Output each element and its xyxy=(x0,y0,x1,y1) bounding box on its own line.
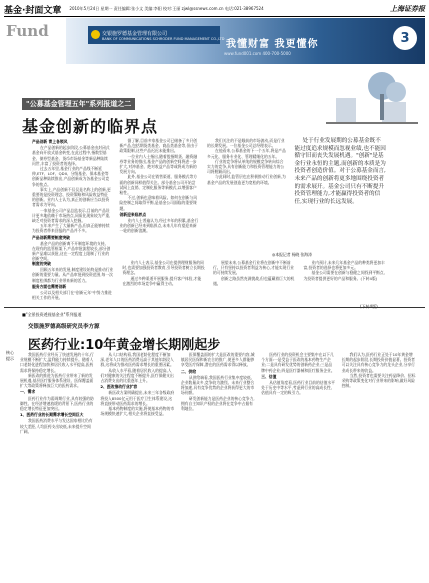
paragraph: 基金产品的创新离不开制度环境的支持。在现有的监管框架下,产品审批流程较长,部分创新产品难以获批,这在一定程度上限制了行业的创新空间。 xyxy=(32,240,111,262)
subheading: 产品创新 青上各领风 xyxy=(32,139,68,144)
section-divider xyxy=(4,307,425,308)
paragraph: 通过多种渠道开展服务,提升客户体验,才能在激烈的市场竞争中赢得主动。 xyxy=(122,275,202,286)
newspaper-masthead: 上海证券报 xyxy=(390,4,425,13)
text-column xyxy=(304,260,387,303)
paragraph: 在他看来,公募基金的下一个五年,将是产品多元化、服务专业化、管理精细化的五年。 xyxy=(207,148,286,159)
paragraph: 一家基金公司产品总监表示,目前的产品设计更多地依赖于市场热点,同质化现象较为严重,缺乏对投资者需求的深入挖掘。 xyxy=(32,207,111,224)
paragraph: 回顾五年来的发展,制度建设始终是推动行业创新的重要力量。从产品审批到投资范围,每一次制度松绑都为行业带来新的活力。 xyxy=(32,267,114,283)
text-column xyxy=(32,260,115,303)
company-logo-icon xyxy=(91,30,100,39)
subheading: 二、供给 xyxy=(180,368,196,374)
subheading: 一、需求 xyxy=(20,389,36,395)
paragraph: 业内人士表示,基金公司在提供理财服务的同时,也需要加强投资者教育,引导投资者树立长期投资理念。 xyxy=(122,260,205,276)
feature-headline: 基金创新的临界点 xyxy=(22,117,159,136)
text-column xyxy=(213,260,296,303)
paragraph: 事实上,产品创新不仅仅是名称上的创新,更重要的是投资理念、投资策略和风险收益特征的创新。业内人士认为,真正的创新应当以投资者需求为导向。 xyxy=(32,186,111,208)
article-kicker: 交银施罗德高级研究员李方源 xyxy=(28,324,100,330)
subheading: 1、医药行业的长期需求增长空间巨大 xyxy=(20,412,84,418)
paragraph: 一位业内人士指出,随着股指期货、融资融券等业务的推出,基金产品的创新空间将进一步扩大,对冲基金、绝对收益产品等或将成为新的发展方向。 xyxy=(119,153,198,175)
fund-label: Fund xyxy=(6,22,49,40)
column-note: ■"全景投资透视基金业"系列报道 xyxy=(22,312,82,317)
paragraph: 研发创新能力是医药企业的核心竞争力,拥有自主知识产权的企业将在竞争中占据有利地位。 xyxy=(180,395,255,412)
paragraph: 医药行业作为弱周期行业,具有较强的防御性。在经济增速放缓的背景下,医药行业的稳定增长特征更加突出。 xyxy=(20,395,94,412)
paragraph: 基金公司需要在创新与稳健之间找到平衡点,为投资者提供更好的产品和服务。(下转4版) xyxy=(303,270,385,281)
paragraph: 创新之路虽然充满挑战,但也蕴藏着巨大的机遇。 xyxy=(213,275,295,286)
paragraph: 新医改的推进为医药行业带来了新的发展机遇,基层医疗服务体系建设、医保覆盖面扩大等政策将释放巨大的医药需求。 xyxy=(20,372,94,389)
paragraph: 五年来产生了大量新产品,但真正能够持续为投资者带来回报的产品并不多。 xyxy=(32,223,110,234)
issue-meta: 2010年5月24日 星期一 责任编辑:张小文 美编:李阳 校对:王丽 zjwl@ssnews.com.cn 电话:021-38967524 xyxy=(69,6,264,11)
paragraph: 我们认为,医药行业正处于10年黄金增长期的起步阶段,长期投资价值显著。投资者可以关注具有核心竞争力的龙头企业,分享行业成长带来的收益。 xyxy=(341,352,415,373)
paragraph: 公司以及相关部门在"创新元年"中努力推进相关工作的开展。 xyxy=(32,290,112,301)
text-column xyxy=(120,138,200,258)
feature-body xyxy=(32,138,386,262)
paragraph: 行业的竞争将从单纯的规模竞争转向综合实力的竞争,具有创新能力和投资管理能力的公司将脱颖而出。 xyxy=(207,158,285,175)
advert-banner xyxy=(66,18,425,64)
paragraph: 展望未来,公募基金行业将在创新中不断前行。只有坚持以投资者利益为核心,才能实现行业的可持续发展。 xyxy=(213,260,294,276)
page-number: 3 xyxy=(393,26,417,50)
text-column xyxy=(32,138,112,262)
paragraph: 我们关注的不是眼前的市场波动,而是行业的长期发展。一位基金公司总经理表示。 xyxy=(207,138,285,149)
text-column xyxy=(100,352,174,576)
subheading: 服务方面也需要创新 xyxy=(32,283,67,289)
subheading: 三、估值 xyxy=(261,373,277,379)
article-body xyxy=(20,352,416,576)
paragraph: 过去五年里,基金行业的产品线不断延伸,ETF、LOF、QDII、分级基金、保本基金等创新品种陆续推出,产品创新成为各基金公司竞争的焦点。 xyxy=(32,166,110,187)
paragraph: 新医改方案明确提出,未来三年各级政府将投入8500亿元用于医疗卫生体系建设,这将直接带动医药需求的增长。 xyxy=(100,390,175,406)
subheading: 制度的突破 xyxy=(32,261,51,266)
paragraph: 我国医药行业经历了快速发展的十年,行业规模不断扩大,盈利能力持续提升。随着人口老龄化进程加快和居民收入水平提高,医药需求将保持稳定增长。 xyxy=(20,352,94,373)
text-column xyxy=(123,260,206,303)
text-column xyxy=(20,352,94,576)
subheading: 产品创新需要制度突破 xyxy=(32,234,70,240)
series-tag: "公募基金管理五年"系列报道之二 xyxy=(22,98,135,110)
paragraph: 据了解,目前多家基金公司已储备了多只创新产品,包括期货类基金、商品类基金等,但由于政策限制,这些产品迟迟未能推出。 xyxy=(119,138,198,154)
paragraph: 医保覆盖面的扩大是医改的重要内容,城镇居民医保和新农合的推广,使更多人群能够享受医疗保障,潜在的医药需求得以释放。 xyxy=(180,352,255,368)
section-title: 基金·封面文章 xyxy=(4,5,62,16)
paragraph: 与此同时,监管层也在积极推动行业创新,为基金产品的发展创造更为宽松的环境。 xyxy=(207,174,286,185)
text-column xyxy=(181,352,255,576)
text-column xyxy=(342,352,416,576)
paragraph: 从收入水平看,随着居民收入的提高,人们对健康的关注程度不断提升,医疗保健支出占消费支出的比重逐年上升。 xyxy=(100,367,174,384)
advert-contact: www.fund001.com 400-700-5000 xyxy=(224,51,291,56)
paragraph: 从估值角度看,医药行业目前的估值水平处于历史中等水平,考虑到行业的高成长性,估值具有一定的吸引力。 xyxy=(261,380,335,396)
advert-slogan: 我懂财富 我更懂你 xyxy=(226,39,319,50)
advertiser-name-cn: 交银施罗德基金管理有限公司 xyxy=(102,30,168,37)
subheading: 2、医改推动行业扩容 xyxy=(100,384,138,390)
paragraph: 从人口结构看,我国老龄化程度不断加深,老年人口的医药消费远高于其他年龄段人群,这将成为推动医药需求增长的重要因素。 xyxy=(100,352,174,368)
text-column xyxy=(295,138,386,258)
feature-byline: ◎本报记者 杨晓 张海涛 xyxy=(272,252,312,257)
paragraph: 处于行业发展期的公募基金既不能过度追求规模而忽视业绩,也不能因循守旧而丧失发展机遇。"创新"是基金行业永恒的主题,而创新的本质是为投资者创造价值。对于公募基金而言,未来产品的创新将更多地围绕投资者的需求展开。基金公司只有不断提升投资管理能力,才能赢得投资者的信任,实现行业的长远发展。 xyxy=(294,138,386,205)
tree-illustration xyxy=(326,68,418,134)
paragraph: 业内预计,未来几年基金产品的种类将更加丰富,投资者的选择也将更加多元。 xyxy=(303,260,385,271)
paragraph: 此外,基金公司在销售渠道、服务模式等方面的创新同样值得关注。部分基金公司开始尝试网上直销、定制化服务等新模式,以增强客户粘性。 xyxy=(119,174,198,196)
paragraph: 从供给端看,我国医药行业集中度较低,企业数量众多,竞争较为激烈。未来行业整合将加速,具有竞争优势的企业将获得更大的市场份额。 xyxy=(180,374,255,396)
paragraph: 我国医药消费水平与发达国家相比仍有较大差距,人均医药支出较低,未来提升空间广阔。 xyxy=(20,418,93,434)
article-title: 医药行业:10年黄金增长期刚起步 xyxy=(28,338,221,353)
advertiser-block xyxy=(88,26,225,44)
paragraph: 当然,投资者也需要关注药品降价、招标采购等政策变化对行业带来的影响,做好风险控制。 xyxy=(341,372,416,389)
paragraph: 医药行业的投资机会主要集中在以下几个方面:一是受益于医改的基本药物生产企业;二是具有研发优势的创新药企业;三是品牌中药企业;四是医疗器械和医疗服务企业。 xyxy=(261,352,335,373)
paragraph: 不过,创新也意味着风险。如何在创新与风险控制之间取得平衡,是基金公司面临的重要课题。 xyxy=(119,195,198,211)
side-mark: 核心提示 xyxy=(6,350,14,361)
paragraph: 在产品创新的起步阶段,公募基金由封闭式基金向开放式基金转变,在此过程中,指数型基金、债券型基金、货币市场基金等新品种陆续问世,丰富了投资者的选择。 xyxy=(32,145,110,166)
header-rule xyxy=(4,16,425,17)
feature-body-lower xyxy=(32,260,386,303)
advertiser-name-en: BANK OF COMMUNICATIONS SCHRODER FUND MANAGEMENT CO.,LTD xyxy=(102,36,225,41)
text-column xyxy=(207,138,287,258)
paragraph: 业内人士普遍认为,经过多年的积累,基金行业的创新已经来到临界点,未来几年有望迎来新一轮的创新浪潮。 xyxy=(119,218,199,234)
page-header xyxy=(4,3,425,15)
paragraph: 基本药物制度的实施,将使基本药物的市场规模快速扩大,相关企业将直接受益。 xyxy=(100,406,175,417)
subheading: 创新迎来临界点 xyxy=(119,211,147,217)
text-column xyxy=(261,352,335,576)
